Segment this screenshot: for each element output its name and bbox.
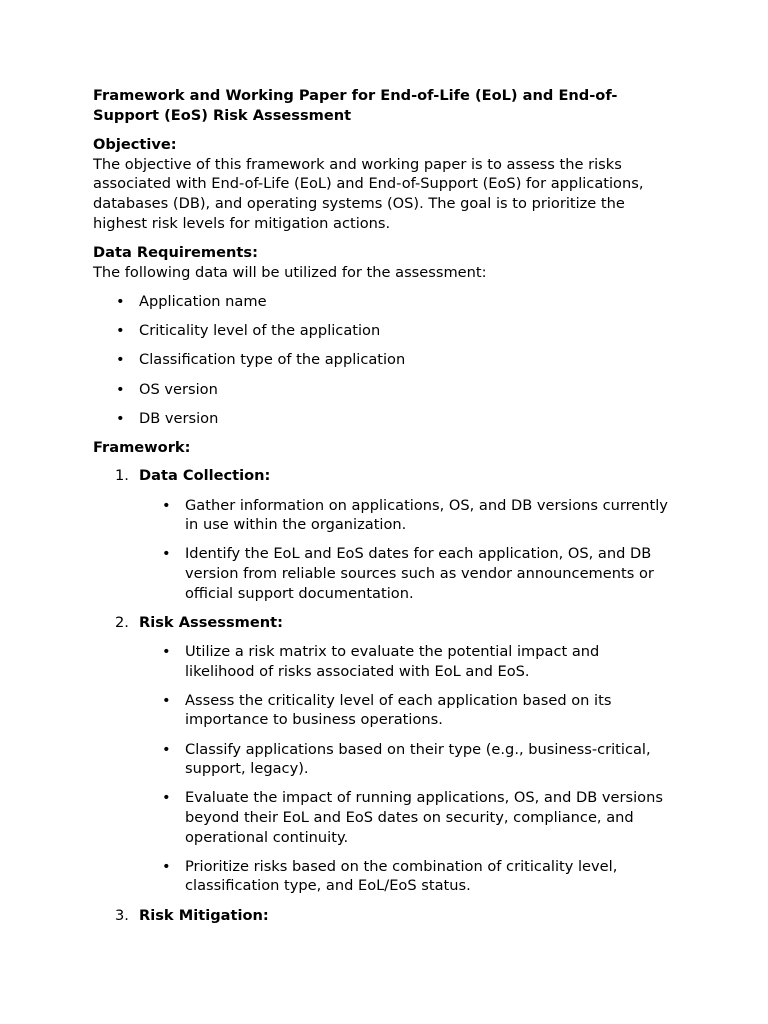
bullet-icon: •: [162, 691, 171, 709]
list-item: [139, 788, 673, 847]
list-item-text: Evaluate the impact of running applications, OS, and DB versions beyond their EoL and EoS dates on security, compliance, and operational continuity.: [185, 789, 663, 846]
list-item-text: Identify the EoL and EoS dates for each application, OS, and DB version from reliable sources such as vendor announcements or official support documentation.: [185, 545, 654, 602]
bullet-icon: •: [116, 409, 125, 427]
list-item-text: Classify applications based on their type (e.g., business-critical, support, legacy).: [185, 740, 651, 778]
list-item: [139, 642, 673, 681]
bullet-icon: •: [162, 496, 171, 514]
step-title: Data Collection:: [139, 467, 271, 485]
list-item-text: Utilize a risk matrix to evaluate the potential impact and likelihood of risks associated with EoL and EoS.: [185, 643, 600, 680]
objective-heading: Objective:: [93, 136, 177, 154]
step-number: 2.: [115, 613, 129, 631]
list-item: [139, 740, 673, 779]
list-item: [139, 496, 673, 535]
step-items-list: [139, 642, 673, 896]
bullet-icon: •: [116, 351, 125, 369]
list-item-text: Criticality level of the application: [139, 322, 381, 340]
step-number: 3.: [115, 906, 129, 924]
list-item: [93, 292, 673, 312]
bullet-icon: •: [116, 322, 125, 340]
list-item-text: Classification type of the application: [139, 351, 406, 369]
bullet-icon: •: [162, 545, 171, 563]
bullet-icon: •: [162, 740, 171, 758]
framework-step: [93, 906, 673, 926]
objective-text: The objective of this framework and working paper is to assess the risks associated with End-of-Life (EoL) and End-of-Support (EoS) for applications, databases (DB), and operating systems (OS). The goal is to prioritize the highest risk levels for mitigation actions.: [93, 155, 644, 232]
framework-steps-list: [93, 466, 673, 925]
bullet-icon: •: [116, 380, 125, 398]
data-requirements-list: [93, 292, 673, 428]
list-item-text: DB version: [139, 409, 219, 427]
step-number: 1.: [115, 467, 129, 485]
list-item-text: Assess the criticality level of each application based on its importance to business operations.: [185, 691, 612, 729]
framework-heading: Framework:: [93, 438, 191, 456]
list-item: [139, 544, 673, 603]
bullet-icon: •: [162, 857, 171, 875]
step-items-list: [139, 496, 673, 604]
data-requirements-heading: Data Requirements:: [93, 244, 258, 262]
bullet-icon: •: [116, 292, 125, 310]
step-title: Risk Assessment:: [139, 613, 283, 631]
list-item: [139, 691, 673, 730]
document-page: [93, 86, 673, 935]
step-title: Risk Mitigation:: [139, 906, 269, 924]
list-item-text: OS version: [139, 380, 218, 398]
document-title: Framework and Working Paper for End-of-Life (EoL) and End-of-Support (EoS) Risk Assessment: [93, 87, 618, 124]
list-item: [139, 857, 673, 896]
list-item-text: Prioritize risks based on the combination of criticality level, classification type, and EoL/EoS status.: [185, 857, 618, 895]
bullet-icon: •: [162, 643, 171, 660]
list-item: [93, 380, 673, 400]
data-requirements-intro: The following data will be utilized for the assessment:: [93, 263, 487, 281]
list-item-text: Gather information on applications, OS, and DB versions currently in use within the organization.: [185, 496, 668, 534]
framework-step: [93, 613, 673, 896]
bullet-icon: •: [162, 789, 171, 807]
list-item: [93, 350, 673, 370]
list-item: [93, 321, 673, 341]
list-item: [93, 409, 673, 429]
list-item-text: Application name: [139, 292, 267, 310]
framework-step: [93, 466, 673, 603]
